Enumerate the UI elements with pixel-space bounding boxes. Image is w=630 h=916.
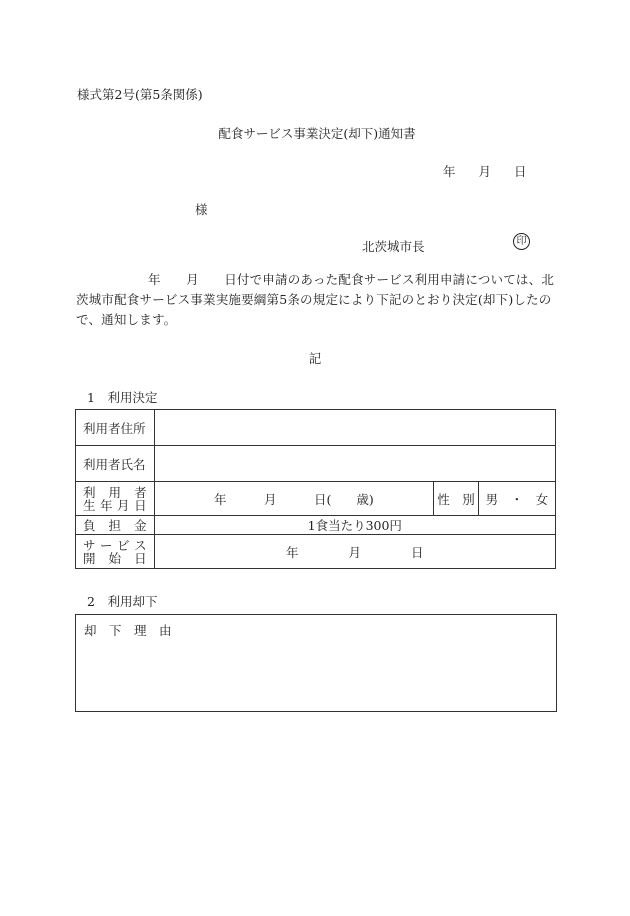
row-dob: [76, 482, 556, 516]
date-day: 日: [514, 164, 527, 179]
row-name: [76, 446, 556, 482]
name-label: 利用者氏名: [76, 446, 155, 482]
dob-field[interactable]: 年 月 日( 歳): [154, 482, 434, 516]
dob-label-line2: 生年月日: [83, 497, 147, 513]
notice-body-text: 年 月 日付で申請のあった配食サービス利用申請については、北茨城市配食サービス事業実施要綱第5条の規定により下記のとおり決定(却下)したので、通知します。: [76, 272, 555, 327]
section-heading-decision: 1 利用決定: [87, 390, 158, 405]
start-date-field[interactable]: 年 月 日: [154, 535, 555, 569]
decision-table: [75, 409, 556, 569]
dob-label: [76, 482, 155, 516]
gender-field[interactable]: 男 ・ 女: [478, 482, 555, 516]
row-start: [76, 535, 556, 569]
rejection-reason-label: 却 下 理 由: [84, 623, 172, 638]
notice-body: [76, 270, 556, 330]
row-burden: [76, 516, 556, 535]
seal-mark: 印: [513, 233, 530, 250]
document-title: 配食サービス事業決定(却下)通知書: [218, 126, 416, 141]
date-month: 月: [478, 164, 492, 179]
dob-label-line1: 利用者: [83, 484, 147, 500]
section-heading-rejection: 2 利用却下: [87, 594, 158, 609]
ki-marker: 記: [308, 351, 322, 366]
form-number: 様式第2号(第5条関係): [77, 87, 203, 102]
burden-value: 1食当たり300円: [154, 516, 555, 535]
issuer-name: 北茨城市長: [362, 239, 425, 254]
start-label-line2: 開始日: [83, 550, 147, 566]
burden-label: 負担金: [76, 516, 155, 535]
address-label: 利用者住所: [76, 410, 155, 446]
date-year: 年: [443, 164, 456, 179]
name-field[interactable]: [154, 446, 555, 482]
rejection-reason-field[interactable]: [75, 614, 557, 712]
start-label-line1: サービス: [83, 537, 147, 553]
row-address: [76, 410, 556, 446]
addressee-suffix: 様: [195, 202, 208, 217]
address-field[interactable]: [154, 410, 555, 446]
issue-date: [443, 162, 527, 180]
gender-label: 性 別: [434, 482, 478, 516]
start-label: [76, 535, 155, 569]
